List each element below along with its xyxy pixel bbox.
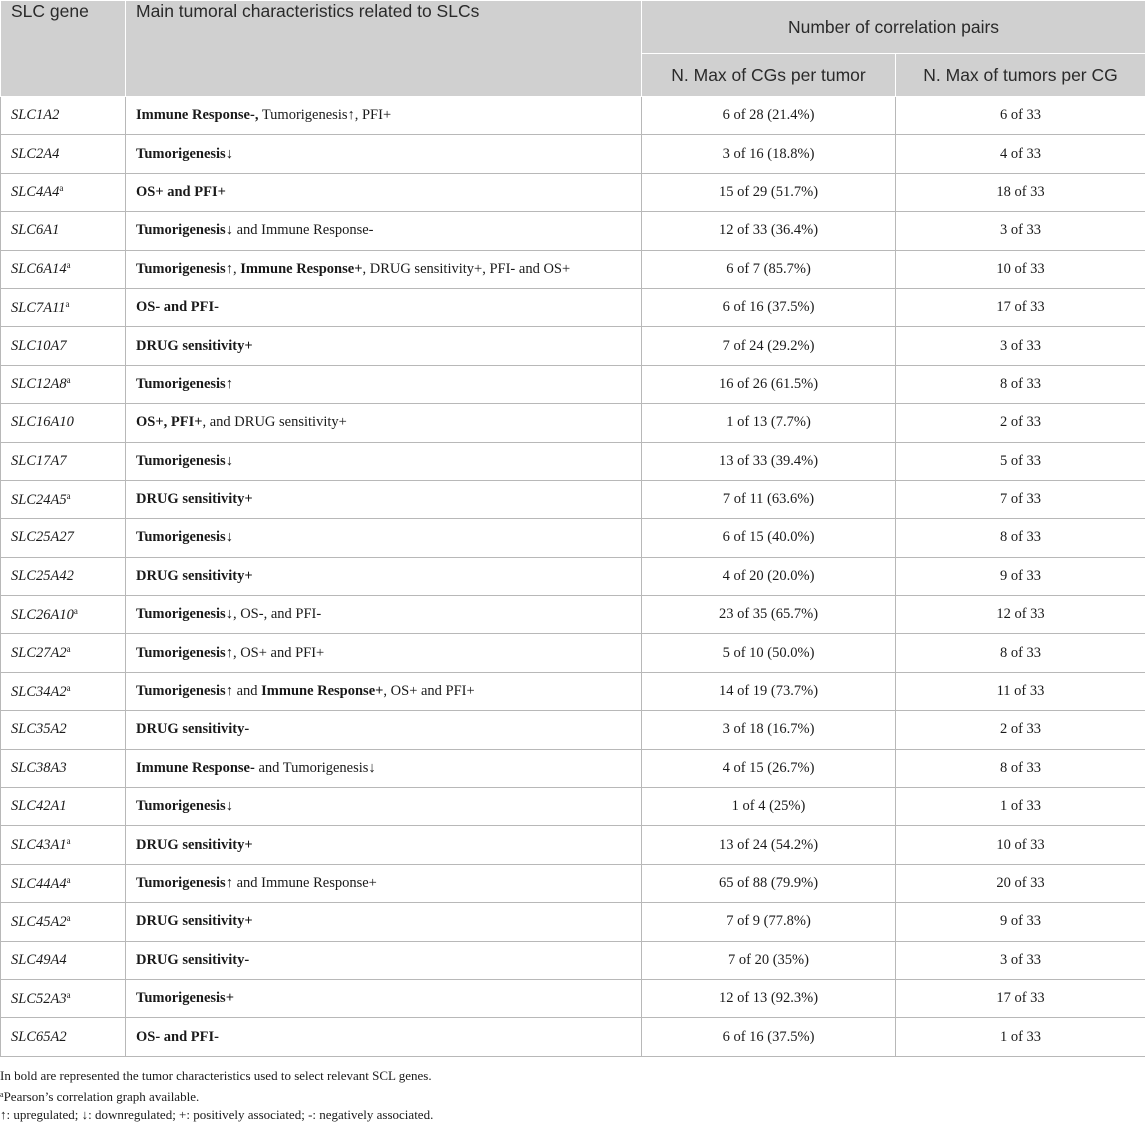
- cell-max-cgs: 6 of 15 (40.0%): [642, 519, 896, 557]
- gene-name: SLC52A3: [11, 991, 67, 1007]
- footnote-pearson-note: [0, 1086, 1145, 1107]
- cell-max-cgs: 6 of 28 (21.4%): [642, 97, 896, 135]
- cell-gene: [1, 979, 126, 1017]
- cell-max-tumors: 9 of 33: [896, 557, 1145, 595]
- footnote-pearson-text: Pearson’s correlation graph available.: [4, 1089, 200, 1104]
- cell-max-tumors: 10 of 33: [896, 250, 1145, 288]
- cell-max-tumors: 6 of 33: [896, 97, 1145, 135]
- gene-name: SLC34A2: [11, 684, 67, 700]
- gene-name: SLC4A4: [11, 184, 59, 200]
- characteristic-bold: DRUG sensitivity-: [136, 721, 249, 737]
- gene-name: SLC49A4: [11, 952, 67, 968]
- cell-gene: [1, 711, 126, 749]
- cell-characteristics: [126, 173, 642, 211]
- cell-max-cgs: 4 of 20 (20.0%): [642, 557, 896, 595]
- cell-max-cgs: 12 of 13 (92.3%): [642, 979, 896, 1017]
- gene-name: SLC45A2: [11, 914, 67, 930]
- cell-gene: [1, 903, 126, 941]
- gene-footnote-marker: a: [67, 990, 71, 1000]
- table-row: [1, 864, 1145, 902]
- cell-gene: [1, 173, 126, 211]
- cell-characteristics: [126, 979, 642, 1017]
- characteristic-bold: Tumorigenesis↑: [136, 645, 233, 661]
- gene-footnote-marker: a: [74, 606, 78, 616]
- characteristic-bold: Tumorigenesis↓: [136, 453, 233, 469]
- characteristic-text: , OS-, and PFI-: [233, 606, 321, 622]
- table-row: [1, 903, 1145, 941]
- cell-characteristics: [126, 557, 642, 595]
- characteristic-bold: Immune Response+: [240, 261, 362, 277]
- cell-gene: [1, 327, 126, 365]
- cell-max-tumors: 8 of 33: [896, 634, 1145, 672]
- gene-name: SLC2A4: [11, 146, 59, 162]
- gene-name: SLC65A2: [11, 1029, 67, 1045]
- cell-gene: [1, 365, 126, 403]
- cell-characteristics: [126, 903, 642, 941]
- cell-max-cgs: 13 of 24 (54.2%): [642, 826, 896, 864]
- gene-name: SLC6A1: [11, 222, 59, 238]
- cell-gene: [1, 788, 126, 826]
- cell-gene: [1, 442, 126, 480]
- cell-max-tumors: 3 of 33: [896, 941, 1145, 979]
- characteristic-text: , and DRUG sensitivity+: [202, 414, 346, 430]
- header-slc-gene: SLC gene: [1, 1, 126, 97]
- table-row: [1, 365, 1145, 403]
- gene-name: SLC12A8: [11, 376, 67, 392]
- gene-name: SLC38A3: [11, 760, 67, 776]
- gene-footnote-marker: a: [67, 875, 71, 885]
- gene-name: SLC6A14: [11, 261, 67, 277]
- cell-max-tumors: 2 of 33: [896, 404, 1145, 442]
- cell-max-cgs: 5 of 10 (50.0%): [642, 634, 896, 672]
- characteristic-text: Tumorigenesis↑, PFI+: [258, 107, 391, 123]
- table-row: [1, 327, 1145, 365]
- gene-name: SLC1A2: [11, 107, 59, 123]
- gene-footnote-marker: a: [67, 683, 71, 693]
- characteristic-text: ,: [233, 261, 240, 277]
- cell-max-cgs: 7 of 20 (35%): [642, 941, 896, 979]
- gene-name: SLC24A5: [11, 492, 67, 508]
- cell-characteristics: [126, 1018, 642, 1056]
- gene-name: SLC17A7: [11, 453, 67, 469]
- cell-max-tumors: 1 of 33: [896, 1018, 1145, 1056]
- cell-max-tumors: 18 of 33: [896, 173, 1145, 211]
- gene-name: SLC42A1: [11, 798, 67, 814]
- cell-max-tumors: 3 of 33: [896, 327, 1145, 365]
- cell-characteristics: [126, 404, 642, 442]
- table-row: [1, 672, 1145, 710]
- cell-max-tumors: 8 of 33: [896, 365, 1145, 403]
- cell-max-tumors: 17 of 33: [896, 288, 1145, 326]
- table-row: [1, 634, 1145, 672]
- gene-name: SLC25A42: [11, 568, 74, 584]
- characteristic-text: and: [233, 683, 261, 699]
- header-correlation-pairs: Number of correlation pairs: [642, 1, 1145, 54]
- characteristic-bold: Tumorigenesis↑: [136, 376, 233, 392]
- cell-characteristics: [126, 826, 642, 864]
- characteristic-bold: DRUG sensitivity+: [136, 568, 253, 584]
- cell-gene: [1, 672, 126, 710]
- characteristic-text: and Immune Response+: [233, 875, 377, 891]
- cell-characteristics: [126, 749, 642, 787]
- cell-characteristics: [126, 480, 642, 518]
- footnote-legend: ↑: upregulated; ↓: downregulated; +: positively associated; -: negatively associated.: [0, 1106, 1145, 1125]
- characteristic-bold: Tumorigenesis↑: [136, 875, 233, 891]
- cell-max-cgs: 14 of 19 (73.7%): [642, 672, 896, 710]
- cell-max-cgs: 3 of 16 (18.8%): [642, 135, 896, 173]
- footnote-marker: a: [0, 1090, 4, 1099]
- cell-max-tumors: 7 of 33: [896, 480, 1145, 518]
- table-row: [1, 250, 1145, 288]
- gene-footnote-marker: a: [67, 913, 71, 923]
- cell-gene: [1, 749, 126, 787]
- gene-footnote-marker: a: [59, 183, 63, 193]
- cell-characteristics: [126, 212, 642, 250]
- characteristic-bold: DRUG sensitivity+: [136, 338, 253, 354]
- cell-gene: [1, 404, 126, 442]
- header-max-cgs: N. Max of CGs per tumor: [642, 54, 896, 97]
- table-row: [1, 979, 1145, 1017]
- characteristic-bold: Tumorigenesis↓: [136, 222, 233, 238]
- table-row: [1, 288, 1145, 326]
- cell-max-cgs: 23 of 35 (65.7%): [642, 596, 896, 634]
- cell-characteristics: [126, 519, 642, 557]
- table-row: [1, 941, 1145, 979]
- characteristic-bold: Tumorigenesis↓: [136, 606, 233, 622]
- table-row: [1, 788, 1145, 826]
- cell-characteristics: [126, 634, 642, 672]
- characteristic-bold: DRUG sensitivity+: [136, 491, 253, 507]
- table-body: [1, 97, 1145, 1057]
- characteristic-bold: Tumorigenesis↓: [136, 798, 233, 814]
- cell-max-cgs: 6 of 16 (37.5%): [642, 1018, 896, 1056]
- cell-max-cgs: 7 of 9 (77.8%): [642, 903, 896, 941]
- cell-max-tumors: 1 of 33: [896, 788, 1145, 826]
- gene-name: SLC7A11: [11, 300, 66, 316]
- cell-characteristics: [126, 711, 642, 749]
- characteristic-text: and Immune Response-: [233, 222, 374, 238]
- header-max-tumors: N. Max of tumors per CG: [896, 54, 1145, 97]
- characteristic-bold: OS+, PFI+: [136, 414, 202, 430]
- characteristic-text: , OS+ and PFI+: [383, 683, 474, 699]
- cell-max-cgs: 3 of 18 (16.7%): [642, 711, 896, 749]
- table-row: [1, 826, 1145, 864]
- cell-max-tumors: 5 of 33: [896, 442, 1145, 480]
- cell-max-tumors: 2 of 33: [896, 711, 1145, 749]
- table-row: [1, 1018, 1145, 1056]
- cell-characteristics: [126, 442, 642, 480]
- cell-max-tumors: 17 of 33: [896, 979, 1145, 1017]
- cell-gene: [1, 557, 126, 595]
- characteristic-bold: Immune Response-,: [136, 107, 258, 123]
- characteristic-bold: OS- and PFI-: [136, 1029, 219, 1045]
- characteristic-bold: Tumorigenesis+: [136, 990, 234, 1006]
- table-row: [1, 749, 1145, 787]
- characteristic-bold: Immune Response+: [261, 683, 383, 699]
- table-row: [1, 480, 1145, 518]
- gene-name: SLC25A27: [11, 529, 74, 545]
- characteristic-bold: Tumorigenesis↓: [136, 529, 233, 545]
- cell-max-tumors: 9 of 33: [896, 903, 1145, 941]
- cell-gene: [1, 135, 126, 173]
- cell-characteristics: [126, 864, 642, 902]
- cell-max-tumors: 10 of 33: [896, 826, 1145, 864]
- table-row: [1, 442, 1145, 480]
- cell-characteristics: [126, 941, 642, 979]
- characteristic-text: and Tumorigenesis↓: [255, 760, 376, 776]
- cell-gene: [1, 480, 126, 518]
- cell-max-tumors: 12 of 33: [896, 596, 1145, 634]
- cell-gene: [1, 97, 126, 135]
- table-row: [1, 135, 1145, 173]
- cell-max-cgs: 1 of 13 (7.7%): [642, 404, 896, 442]
- footnotes: [0, 1067, 1145, 1125]
- cell-max-cgs: 13 of 33 (39.4%): [642, 442, 896, 480]
- table-row: [1, 519, 1145, 557]
- cell-max-cgs: 65 of 88 (79.9%): [642, 864, 896, 902]
- characteristic-bold: Tumorigenesis↓: [136, 146, 233, 162]
- cell-max-tumors: 20 of 33: [896, 864, 1145, 902]
- table-row: [1, 97, 1145, 135]
- gene-footnote-marker: a: [67, 260, 71, 270]
- characteristic-bold: Immune Response-: [136, 760, 255, 776]
- cell-characteristics: [126, 288, 642, 326]
- table-row: [1, 596, 1145, 634]
- header-characteristics: Main tumoral characteristics related to SLCs: [126, 1, 642, 97]
- cell-gene: [1, 634, 126, 672]
- cell-max-tumors: 4 of 33: [896, 135, 1145, 173]
- gene-name: SLC44A4: [11, 876, 67, 892]
- table-row: [1, 557, 1145, 595]
- table-row: [1, 212, 1145, 250]
- cell-gene: [1, 288, 126, 326]
- characteristic-text: , OS+ and PFI+: [233, 645, 324, 661]
- cell-gene: [1, 519, 126, 557]
- cell-max-cgs: 16 of 26 (61.5%): [642, 365, 896, 403]
- cell-characteristics: [126, 97, 642, 135]
- cell-max-tumors: 8 of 33: [896, 749, 1145, 787]
- cell-gene: [1, 212, 126, 250]
- cell-max-cgs: 7 of 24 (29.2%): [642, 327, 896, 365]
- gene-name: SLC27A2: [11, 645, 67, 661]
- gene-name: SLC35A2: [11, 721, 67, 737]
- cell-gene: [1, 826, 126, 864]
- gene-name: SLC16A10: [11, 414, 74, 430]
- table-row: [1, 173, 1145, 211]
- cell-max-tumors: 8 of 33: [896, 519, 1145, 557]
- characteristic-bold: DRUG sensitivity+: [136, 913, 253, 929]
- table-row: [1, 404, 1145, 442]
- table-row: [1, 711, 1145, 749]
- characteristic-text: , DRUG sensitivity+, PFI- and OS+: [362, 261, 570, 277]
- cell-characteristics: [126, 596, 642, 634]
- cell-gene: [1, 864, 126, 902]
- cell-characteristics: [126, 250, 642, 288]
- characteristic-bold: OS- and PFI-: [136, 299, 219, 315]
- cell-gene: [1, 941, 126, 979]
- characteristic-bold: Tumorigenesis↑: [136, 683, 233, 699]
- gene-footnote-marker: a: [67, 491, 71, 501]
- gene-name: SLC10A7: [11, 338, 67, 354]
- cell-max-cgs: 1 of 4 (25%): [642, 788, 896, 826]
- cell-max-cgs: 7 of 11 (63.6%): [642, 480, 896, 518]
- cell-max-cgs: 4 of 15 (26.7%): [642, 749, 896, 787]
- cell-gene: [1, 250, 126, 288]
- characteristic-bold: OS+ and PFI+: [136, 184, 226, 200]
- gene-name: SLC26A10: [11, 607, 74, 623]
- cell-gene: [1, 596, 126, 634]
- gene-footnote-marker: a: [67, 836, 71, 846]
- footnote-bold-note: In bold are represented the tumor characteristics used to select relevant SCL genes.: [0, 1067, 1145, 1086]
- cell-max-cgs: 12 of 33 (36.4%): [642, 212, 896, 250]
- cell-characteristics: [126, 365, 642, 403]
- gene-footnote-marker: a: [66, 299, 70, 309]
- cell-max-tumors: 11 of 33: [896, 672, 1145, 710]
- gene-footnote-marker: a: [67, 644, 71, 654]
- characteristic-bold: Tumorigenesis↑: [136, 261, 233, 277]
- characteristic-bold: DRUG sensitivity+: [136, 837, 253, 853]
- cell-characteristics: [126, 135, 642, 173]
- cell-characteristics: [126, 788, 642, 826]
- cell-max-cgs: 15 of 29 (51.7%): [642, 173, 896, 211]
- cell-characteristics: [126, 327, 642, 365]
- gene-footnote-marker: a: [67, 375, 71, 385]
- cell-characteristics: [126, 672, 642, 710]
- cell-max-cgs: 6 of 16 (37.5%): [642, 288, 896, 326]
- cell-max-tumors: 3 of 33: [896, 212, 1145, 250]
- cell-max-cgs: 6 of 7 (85.7%): [642, 250, 896, 288]
- gene-name: SLC43A1: [11, 837, 67, 853]
- characteristic-bold: DRUG sensitivity-: [136, 952, 249, 968]
- cell-gene: [1, 1018, 126, 1056]
